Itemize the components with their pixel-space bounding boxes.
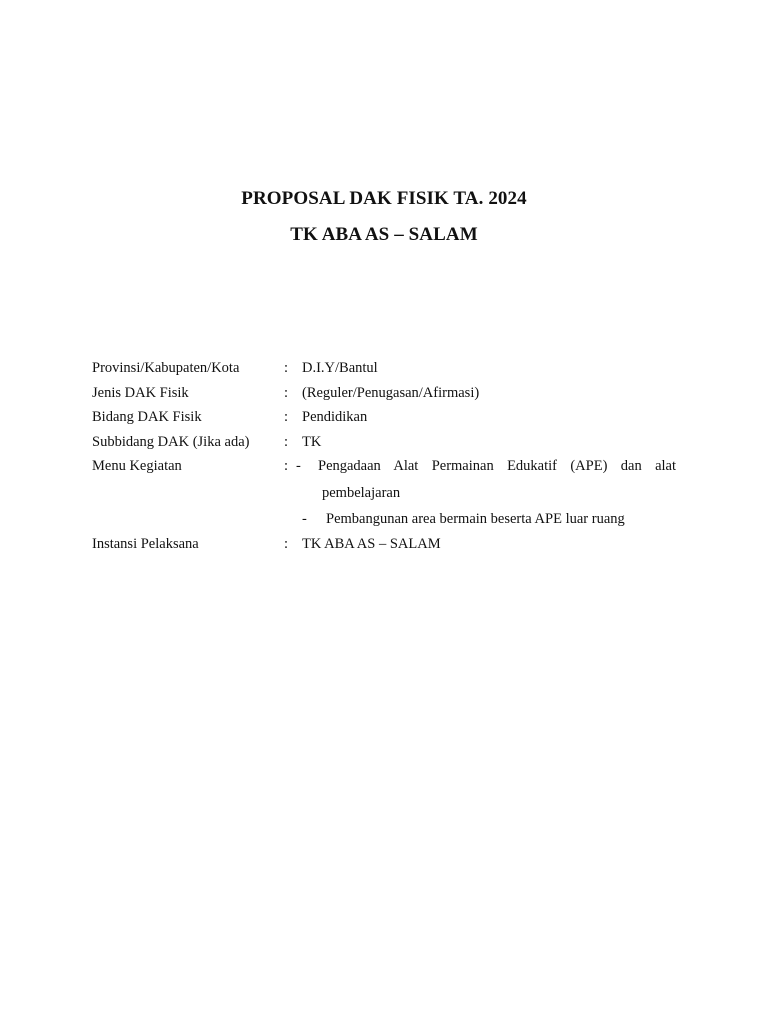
field-colon: :	[284, 409, 289, 425]
field-row-subbidang	[92, 430, 676, 455]
field-row-jenis	[92, 381, 676, 406]
document-title: PROPOSAL DAK FISIK TA. 2024	[241, 188, 527, 209]
info-table	[92, 356, 676, 556]
menu-item-text: Pengadaan Alat Permainan Edukatif (APE) dan alat	[318, 458, 676, 474]
field-value: Pendidikan	[302, 409, 368, 425]
menu-item-text: Pembangunan area bermain beserta APE luar ruang	[326, 511, 625, 527]
field-value: TK ABA AS – SALAM	[302, 535, 441, 552]
field-label: Jenis DAK Fisik	[92, 384, 189, 401]
menu-item	[296, 454, 676, 505]
field-colon: :	[284, 433, 289, 450]
field-colon: :	[284, 458, 289, 474]
field-label: Bidang DAK Fisik	[92, 409, 202, 425]
field-value: (Reguler/Penugasan/Afirmasi)	[302, 384, 480, 401]
list-dash: -	[296, 458, 301, 474]
document-subtitle: TK ABA AS – SALAM	[290, 224, 478, 245]
field-row-instansi	[92, 532, 676, 557]
menu-item-text-continued: pembelajaran	[322, 484, 401, 501]
field-row-bidang	[92, 405, 676, 430]
field-colon: :	[284, 384, 289, 401]
list-dash: -	[302, 511, 307, 527]
field-colon: :	[284, 535, 289, 552]
field-row-provinsi	[92, 356, 676, 381]
menu-kegiatan-list	[296, 454, 676, 532]
menu-item	[302, 507, 676, 532]
field-label: Instansi Pelaksana	[92, 535, 199, 552]
field-label: Provinsi/Kabupaten/Kota	[92, 360, 240, 376]
field-colon: :	[284, 360, 289, 376]
field-label: Menu Kegiatan	[92, 458, 182, 474]
field-label: Subbidang DAK (Jika ada)	[92, 433, 250, 450]
field-value: TK	[302, 433, 322, 450]
field-value: D.I.Y/Bantul	[302, 360, 378, 376]
field-row-menu-kegiatan	[92, 454, 676, 532]
